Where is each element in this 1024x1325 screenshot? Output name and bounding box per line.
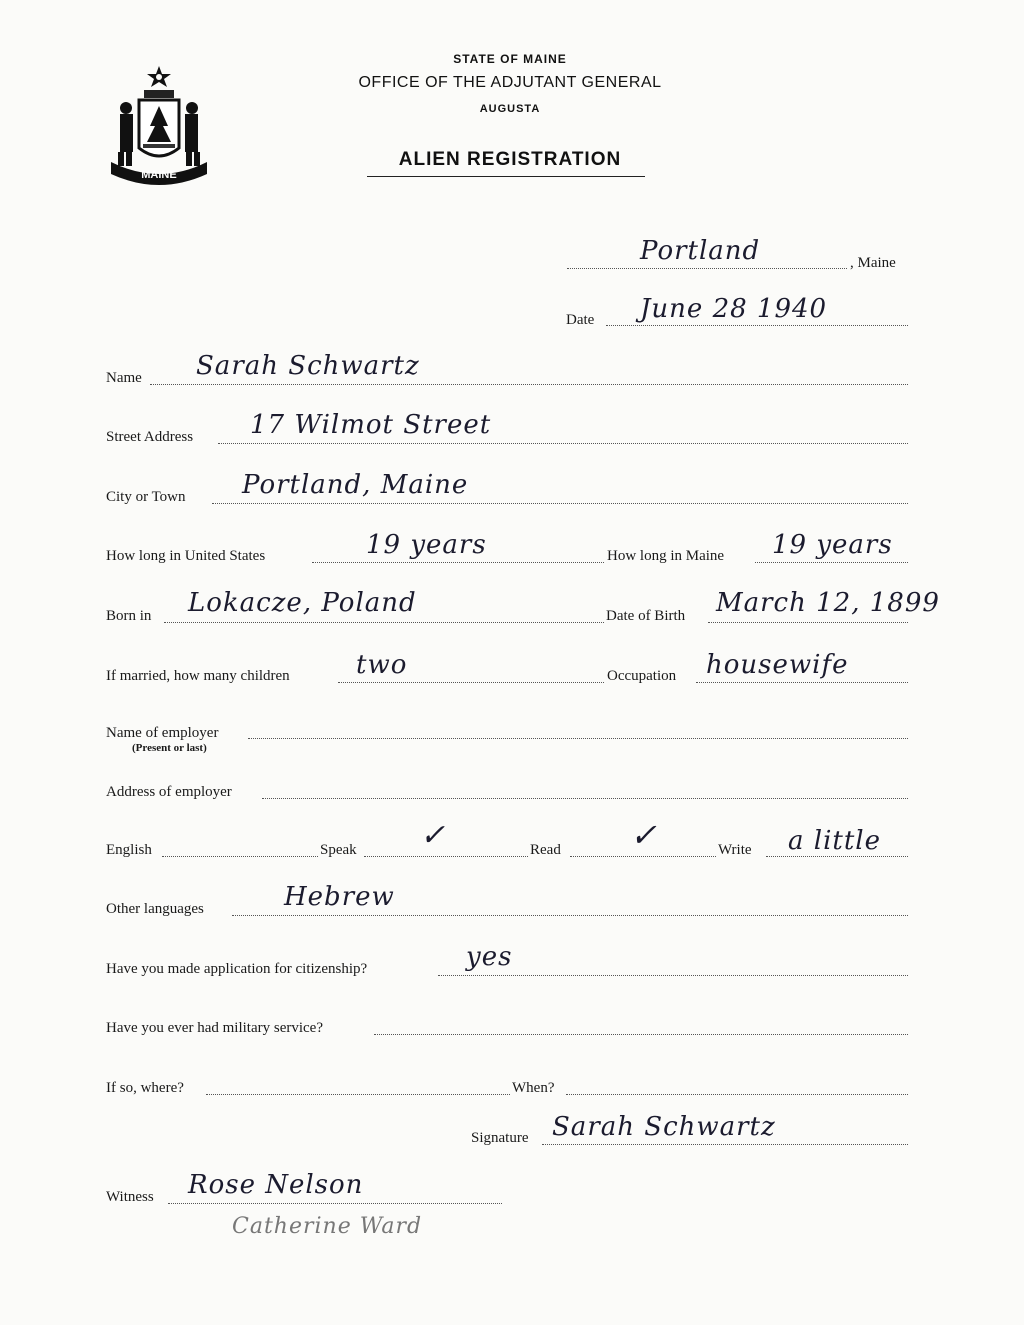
other-languages-value: Hebrew xyxy=(284,882,395,912)
dob-value: March 12, 1899 xyxy=(716,588,940,618)
born-in-value: Lokacze, Poland xyxy=(188,588,417,618)
street-value: 17 Wilmot Street xyxy=(250,410,492,440)
date-label: Date xyxy=(566,312,595,328)
how-long-me-label: How long in Maine xyxy=(607,548,725,564)
street-line xyxy=(218,443,908,444)
signature-label: Signature xyxy=(471,1130,529,1146)
speak-line xyxy=(364,856,528,857)
english-label: English xyxy=(106,842,152,858)
employer-address-label: Address of employer xyxy=(106,784,232,800)
dob-line xyxy=(708,622,908,623)
date-line xyxy=(606,325,908,326)
dob-label: Date of Birth xyxy=(606,608,686,624)
title-underline xyxy=(367,176,645,177)
name-value: Sarah Schwartz xyxy=(196,351,420,381)
born-in-label: Born in xyxy=(106,608,152,624)
occupation-line xyxy=(696,682,908,683)
write-value: a little xyxy=(788,826,881,856)
how-long-us-label: How long in United States xyxy=(106,548,266,564)
occupation-value: housewife xyxy=(706,650,849,680)
form-title: ALIEN REGISTRATION xyxy=(398,149,622,170)
how-long-me-line xyxy=(755,562,908,563)
header-office: OFFICE OF THE ADJUTANT GENERAL xyxy=(358,74,662,91)
military-line xyxy=(374,1034,908,1035)
citizenship-value: yes xyxy=(466,942,513,972)
read-value: ✓ xyxy=(630,816,658,854)
children-label: If married, how many children xyxy=(106,668,290,684)
how-long-us-value: 19 years xyxy=(366,530,487,560)
english-line xyxy=(162,856,318,857)
street-label: Street Address xyxy=(106,429,194,445)
city-top-value: Portland xyxy=(640,236,761,266)
speak-label: Speak xyxy=(320,842,357,858)
when-line xyxy=(566,1094,908,1095)
military-label: Have you ever had military service? xyxy=(106,1020,323,1036)
where-line xyxy=(206,1094,510,1095)
where-label: If so, where? xyxy=(106,1080,184,1096)
write-label: Write xyxy=(718,842,752,858)
employer-line xyxy=(248,738,908,739)
employer-sublabel: (Present or last) xyxy=(132,742,207,754)
children-line xyxy=(338,682,604,683)
speak-value: ✓ xyxy=(420,818,447,853)
other-languages-label: Other languages xyxy=(106,901,204,917)
header-state: STATE OF MAINE xyxy=(453,52,567,66)
witness-line xyxy=(168,1203,502,1204)
employer-label: Name of employer xyxy=(106,725,219,741)
witness-value: Rose Nelson xyxy=(188,1170,364,1200)
how-long-us-line xyxy=(312,562,604,563)
born-in-line xyxy=(164,622,604,623)
header-city: AUGUSTA xyxy=(479,103,541,115)
seal-text: MAINE xyxy=(141,169,177,181)
city-line xyxy=(212,503,908,504)
signature-value: Sarah Schwartz xyxy=(552,1112,776,1142)
name-label: Name xyxy=(106,370,142,386)
employer-address-line xyxy=(262,798,908,799)
city-label: City or Town xyxy=(106,489,186,505)
state-seal-icon xyxy=(106,64,212,188)
citizenship-line xyxy=(438,975,908,976)
write-line xyxy=(766,856,908,857)
witness-second-value: Catherine Ward xyxy=(232,1214,423,1239)
when-label: When? xyxy=(512,1080,555,1096)
children-value: two xyxy=(356,650,408,680)
how-long-me-value: 19 years xyxy=(772,530,893,560)
name-line xyxy=(150,384,908,385)
citizenship-label: Have you made application for citizenship? xyxy=(106,961,368,977)
date-value: June 28 1940 xyxy=(640,294,828,324)
witness-label: Witness xyxy=(106,1189,154,1205)
city-value: Portland, Maine xyxy=(242,470,469,500)
read-label: Read xyxy=(530,842,561,858)
occupation-label: Occupation xyxy=(607,668,677,684)
read-line xyxy=(570,856,716,857)
signature-line xyxy=(542,1144,908,1145)
other-languages-line xyxy=(232,915,908,916)
city-top-line xyxy=(567,268,847,269)
maine-label: , Maine xyxy=(850,255,896,271)
